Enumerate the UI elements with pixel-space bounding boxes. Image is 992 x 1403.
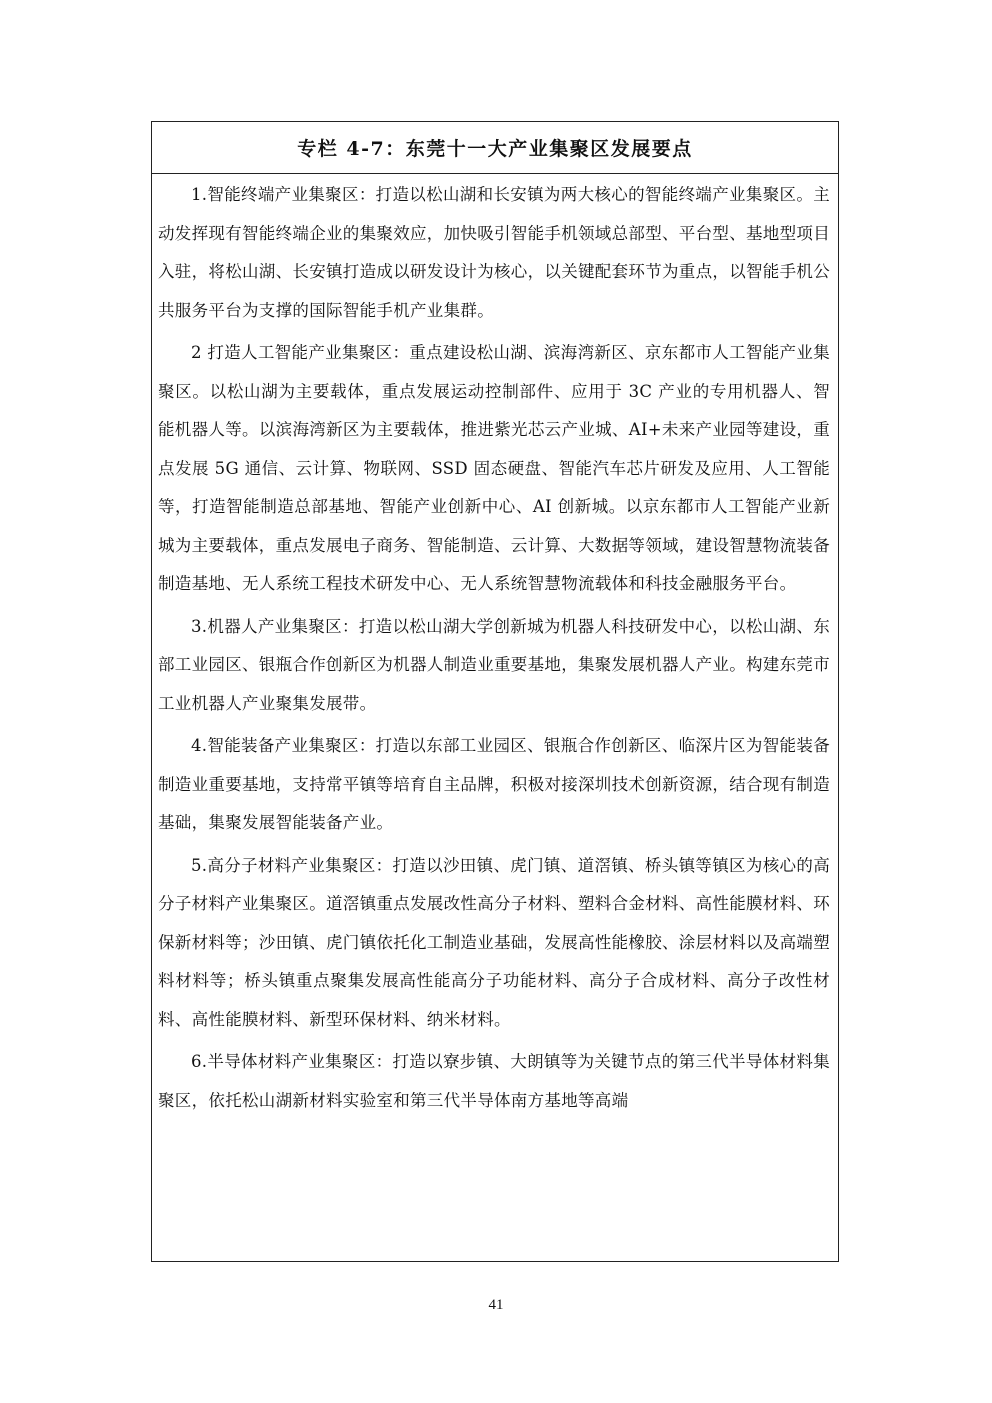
paragraph-artificial-intelligence: 2 打造人工智能产业集聚区：重点建设松山湖、滨海湾新区、京东都市人工智能产业集聚区。以松山湖为主要载体，重点发展运动控制部件、应用于 3C 产业的专用机器人、智能机器人等。以滨海湾新区为主要载体，推进紫光芯云产业城、AI+未来产业园等建设，重点发展 5G 通信、云计算、物联网、SSD 固态硬盘、智能汽车芯片研发及应用、人工智能等，打造智能制造总部基地、智能产业创新中心、AI 创新城。以京东都市人工智能产业新城为主要载体，重点发展电子商务、智能制造、云计算、大数据等领域，建设智慧物流装备制造基地、无人系统工程技术研发中心、无人系统智慧物流载体和科技金融服务平台。 (158, 343, 830, 593)
paragraph-semiconductor-materials: 6.半导体材料产业集聚区：打造以寮步镇、大朗镇等为关键节点的第三代半导体材料集聚区，依托松山湖新材料实验室和第三代半导体南方基地等高端 (158, 1052, 830, 1110)
paragraph-smart-equipment: 4.智能装备产业集聚区：打造以东部工业园区、银瓶合作创新区、临深片区为智能装备制造业重要基地，支持常平镇等培育自主品牌，积极对接深圳技术创新资源，结合现有制造基础，集聚发展智能装备产业。 (158, 736, 830, 832)
paragraph-polymer-materials: 5.高分子材料产业集聚区：打造以沙田镇、虎门镇、道滘镇、桥头镇等镇区为核心的高分子材料产业集聚区。道滘镇重点发展改性高分子材料、塑料合金材料、高性能膜材料、环保新材料等；沙田镇、虎门镇依托化工制造业基础，发展高性能橡胶、涂层材料以及高端塑料材料等；桥头镇重点聚集发展高性能高分子功能材料、高分子合成材料、高分子改性材料、高性能膜材料、新型环保材料、纳米材料。 (158, 855, 830, 1029)
column-box (151, 121, 839, 1262)
column-title: 专栏 4-7：东莞十一大产业集聚区发展要点 (152, 122, 838, 174)
page-number: 41 (488, 1297, 504, 1313)
paragraph-robotics: 3.机器人产业集聚区：打造以松山湖大学创新城为机器人科技研发中心，以松山湖、东部工业园区、银瓶合作创新区为机器人制造业重要基地，集聚发展机器人产业。构建东莞市工业机器人产业聚集发展带。 (158, 616, 830, 713)
column-body (152, 174, 838, 1120)
paragraph-smart-terminal: 1.智能终端产业集聚区：打造以松山湖和长安镇为两大核心的智能终端产业集聚区。主动发挥现有智能终端企业的集聚效应，加快吸引智能手机领域总部型、平台型、基地型项目入驻，将松山湖、长安镇打造成以研发设计为核心，以关键配套环节为重点，以智能手机公共服务平台为支撑的国际智能手机产业集群。 (158, 185, 830, 320)
